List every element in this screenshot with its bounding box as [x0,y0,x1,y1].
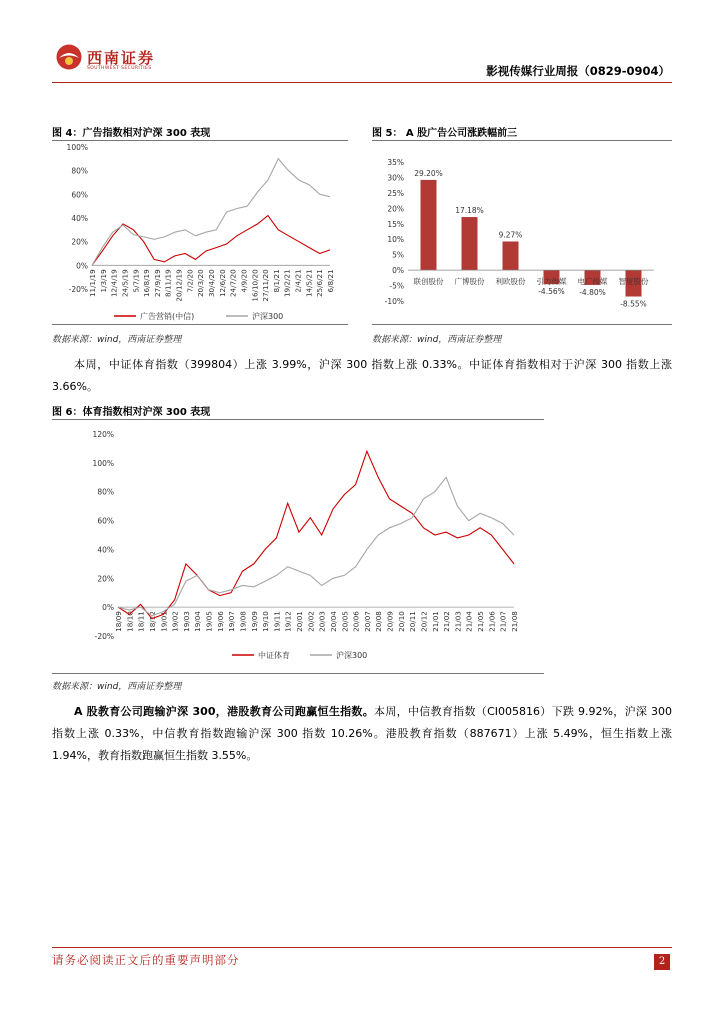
legend-label: 沪深300 [336,651,368,660]
category-label: 利欧股份 [495,277,526,287]
x-tick-label: 19/06 [215,611,225,632]
bar-value-label: 9.27% [498,230,523,240]
figure5-chart [372,152,672,320]
bar-value-label: 29.20% [414,168,443,178]
paragraph-education-body: 本周，中信教育指数（CI005816）下跌 9.92%，沪深 300 指数上涨 0.33%，中信教育指数跑输沪深 300 指数 10.26%。港股教育指数（887671）上涨 5.49%，恒生指数上涨 1.94%，教育指数跑赢恒生指数 3.55%。 [52,705,672,762]
y-tick-label: 60% [71,190,88,200]
figure6-chart [52,424,544,670]
x-tick-label: 19/01 [159,611,169,632]
footer-divider [52,947,672,948]
x-tick-label: 27/9/19 [152,269,162,298]
y-tick-label: 0% [102,603,114,613]
x-tick-label: 20/12 [419,611,429,632]
x-tick-label: 8/11/19 [163,269,173,298]
x-tick-label: 19/08 [238,611,248,632]
x-tick-label: 21/08 [510,611,519,632]
x-tick-label: 19/10 [261,611,271,632]
legend-label: 广告营销(中信) [140,312,195,321]
y-tick-label: 100% [92,458,114,468]
x-tick-label: 20/11 [408,611,418,632]
figure5-title: 图 5： A 股广告公司涨跌幅前三 [372,128,518,139]
x-tick-label: 20/08 [374,611,384,632]
y-tick-label: 40% [97,545,114,555]
x-tick-label: 21/07 [498,611,508,632]
x-tick-label: 19/12 [283,611,293,632]
report-title: 影视传媒行业周报（0829-0904） [486,64,670,78]
x-tick-label: 2/4/21 [293,269,303,293]
x-tick-label: 19/04 [193,611,203,632]
x-tick-label: 21/02 [442,611,452,632]
x-tick-label: 19/02 [170,611,180,632]
figure5-source: 数据来源：wind，西南证券整理 [372,335,502,345]
category-label: 引力传媒 [536,277,567,287]
x-tick-label: 20/10 [396,611,406,632]
x-tick-label: 27/11/20 [261,269,271,302]
paragraph-education-index [52,701,672,767]
x-tick-label: 16/8/19 [142,269,152,298]
x-tick-label: 19/09 [249,611,259,632]
bar [421,180,437,270]
category-label: 联创股份 [413,277,444,287]
figure4-bottom-rule [52,324,348,325]
bar [462,217,478,270]
x-tick-label: 6/8/21 [326,269,335,293]
x-tick-label: 20/09 [385,611,395,632]
y-tick-label: 30% [387,173,404,183]
x-tick-label: 30/4/20 [207,269,216,298]
y-tick-label: 20% [387,204,404,214]
figure4-top-rule [52,140,348,141]
x-tick-label: 20/03 [317,611,327,632]
header-divider [52,82,672,83]
logo-emblem-icon [56,44,82,70]
x-tick-label: 7/2/20 [185,269,195,293]
x-tick-label: 16/10/20 [250,269,260,302]
x-tick-label: 25/6/21 [315,269,325,298]
x-tick-label: 20/12/19 [174,269,184,302]
figure4-source: 数据来源：wind，西南证券整理 [52,335,182,345]
x-tick-label: 21/05 [476,611,486,632]
figure6-bottom-rule [52,673,544,674]
category-label: 智度股份 [618,277,649,287]
paragraph-sports-index: 本周，中证体育指数（399804）上涨 3.99%，沪深 300 指数上涨 0.33%。中证体育指数相对于沪深 300 指数上涨 3.66%。 [52,358,672,393]
y-tick-label: 60% [97,516,114,526]
y-tick-label: 5% [392,250,404,260]
y-tick-label: 80% [97,487,114,497]
x-tick-label: 20/05 [340,611,350,632]
figure6-source: 数据来源：wind，西南证券整理 [52,682,182,692]
y-tick-label: -5% [389,281,404,291]
series-line [118,477,514,616]
x-tick-label: 20/01 [295,611,305,632]
paragraph-education-lead: A 股教育公司跑输沪深 300，港股教育公司跑赢恒生指数。 [74,705,375,718]
y-tick-label: 40% [71,214,88,223]
figure6-top-rule [52,419,544,420]
x-tick-label: 24/5/19 [120,269,130,298]
y-tick-label: -20% [68,285,88,294]
x-tick-label: 18/12 [147,611,157,632]
bar-value-label: -8.55% [620,299,647,309]
x-tick-label: 20/02 [306,611,316,632]
y-tick-label: 80% [71,166,88,176]
x-tick-label: 20/07 [362,611,372,632]
figure4-chart [52,142,352,322]
y-tick-label: 20% [71,237,88,247]
category-label: 电广传媒 [577,277,608,287]
x-tick-label: 18/10 [125,611,135,632]
bar-value-label: -4.80% [579,287,606,297]
x-tick-label: 1/3/19 [98,269,108,293]
x-tick-label: 21/03 [453,611,463,632]
y-tick-label: 0% [76,261,88,271]
bar-value-label: -4.56% [538,287,565,297]
series-line [118,451,514,618]
x-tick-label: 21/06 [487,611,497,632]
category-label: 广博股份 [454,277,485,287]
y-tick-label: 20% [97,574,114,584]
y-tick-label: 100% [66,143,88,152]
x-tick-label: 19/07 [227,611,237,632]
x-tick-label: 21/04 [464,611,474,632]
figure5-top-rule [372,140,672,141]
x-tick-label: 5/7/19 [131,269,141,293]
legend-label: 中证体育 [258,651,290,660]
footer-disclaimer: 请务必阅读正文后的重要声明部分 [52,953,240,967]
y-tick-label: -20% [94,632,114,641]
legend-label: 沪深300 [252,312,284,321]
x-tick-label: 20/06 [351,611,361,632]
y-tick-label: -10% [384,297,404,306]
bar [503,241,519,270]
x-tick-label: 4/9/20 [239,269,249,293]
logo-english-name: SOUTHWEST SECURITIES [87,66,152,71]
x-tick-label: 18/11 [136,611,146,632]
y-tick-label: 35% [387,158,404,167]
x-tick-label: 11/1/19 [88,269,97,298]
y-tick-label: 10% [387,235,404,245]
x-tick-label: 20/3/20 [196,269,206,298]
y-tick-label: 25% [387,188,404,198]
series-line [92,216,330,266]
y-tick-label: 15% [387,219,404,229]
figure6-title: 图 6：体育指数相对沪深 300 表现 [52,407,211,418]
x-tick-label: 18/09 [114,611,123,632]
x-tick-label: 19/03 [181,611,191,632]
x-tick-label: 19/05 [204,611,214,632]
x-tick-label: 20/04 [328,611,338,632]
logo-chinese-name: 西南证券 [87,49,156,67]
x-tick-label: 12/6/20 [217,269,227,298]
x-tick-label: 14/5/21 [304,269,314,298]
page-number: 2 [654,954,670,970]
figure5-bottom-rule [372,324,672,325]
y-tick-label: 120% [92,430,114,439]
x-tick-label: 12/4/19 [109,269,119,298]
x-tick-label: 19/2/21 [282,269,292,298]
bar-value-label: 17.18% [455,206,484,216]
y-tick-label: 0% [392,266,404,276]
x-tick-label: 21/01 [430,611,440,632]
x-tick-label: 24/7/20 [228,269,238,298]
x-tick-label: 8/1/21 [271,269,281,293]
x-tick-label: 19/11 [272,611,282,632]
figure4-title: 图 4：广告指数相对沪深 300 表现 [52,128,211,139]
